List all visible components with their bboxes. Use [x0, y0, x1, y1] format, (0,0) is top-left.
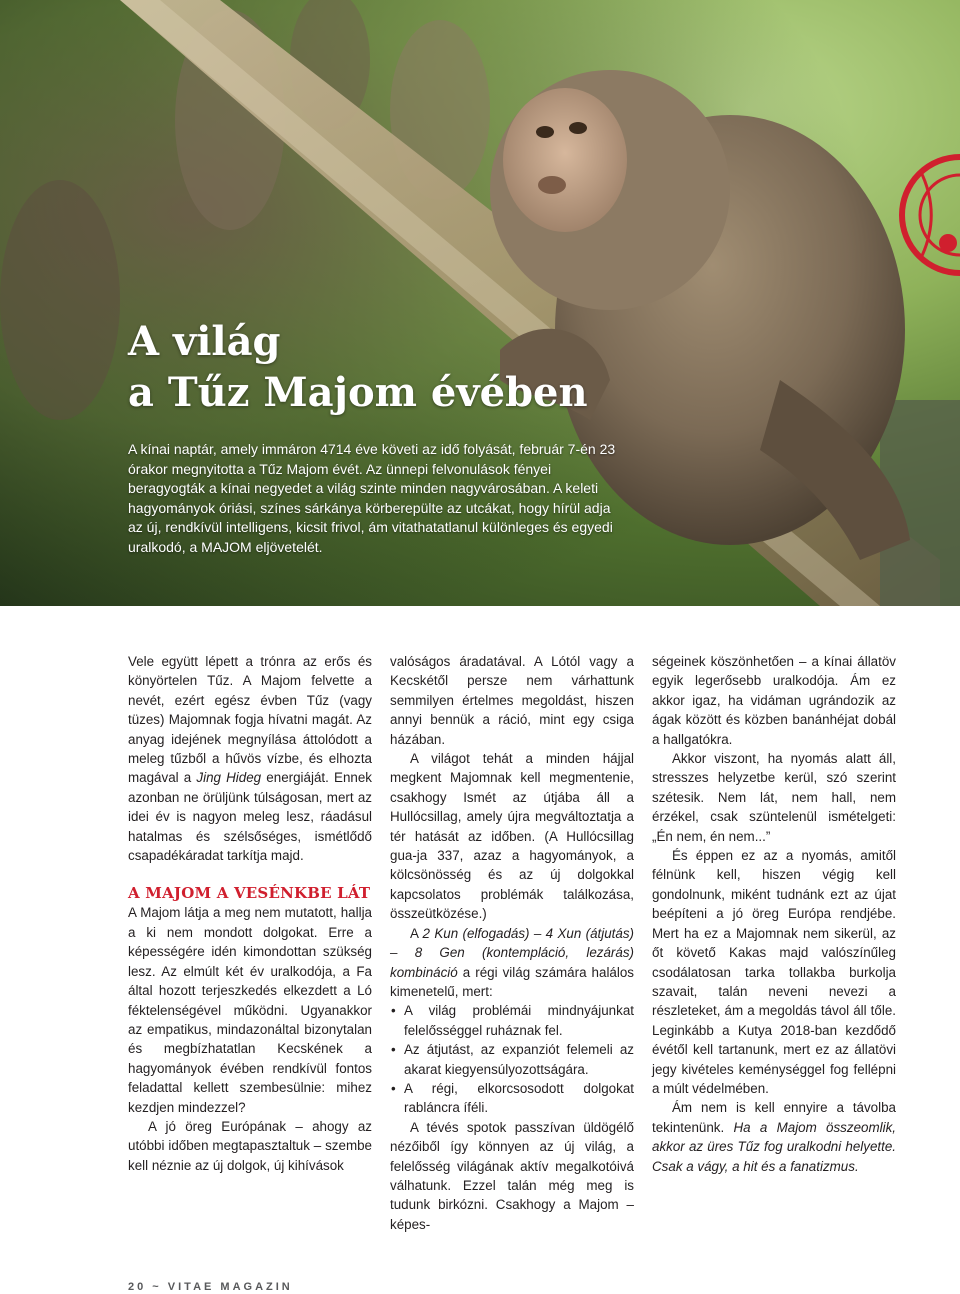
- column-2: [390, 652, 634, 1234]
- title-line-1: A világ: [128, 318, 281, 365]
- col2-paragraph-4: A tévés spotok passzívan üldögélő nézőiből így könnyen az új világ, a felelősség világának aktív megalkotóivá válhatunk. Ezzel talán még meg is tudunk birkózni. Csakhogy a Majom – képes-: [390, 1119, 634, 1232]
- bullet-list: [390, 1001, 634, 1117]
- col3-paragraph-2: Akkor viszont, ha nyomás alatt áll, stresszes helyzetbe kerül, szó szerint szétesik. Nem lát, nem hall, nem érzékel, csak szüntelenül ismételgeti: „Én nem, én nem...”: [652, 751, 896, 844]
- text-span: a régi világ számára halálos kimenetelű, mert:: [390, 964, 634, 999]
- article-title: [128, 316, 588, 418]
- page-footer: 20 ~ VITAE MAGAZIN: [128, 1281, 293, 1293]
- text-span: energiáját. Ennek azonban ne örüljünk túlságosan, mert az idei év is nagyon meleg lesz, ráadásul hatalmas és szélsőséges, ismétlődő csapadékáradat tarkítja majd.: [128, 770, 372, 864]
- list-item: • A világ problémái mindnyájunkat felelősséggel ruháznak fel.: [390, 1001, 634, 1040]
- col3-paragraph-4: [652, 1098, 896, 1176]
- text-span: Ám nem is kell ennyire a távolba tekintenünk.: [652, 1100, 896, 1135]
- col1-paragraph-1: [128, 652, 372, 865]
- text-span: A: [410, 925, 423, 941]
- list-item: • A régi, elkorcsosodott dolgokat rabláncra íféli.: [390, 1079, 634, 1118]
- column-1: [128, 652, 372, 1175]
- column-3: [652, 652, 896, 1176]
- subheading: A MAJOM A VESÉNKBE LÁT: [128, 884, 371, 903]
- col3-paragraph-1: ségeinek köszönhetően – a kínai állatöv egyik legerősebb uralkodója. Ám ez akkor igaz, ha vidáman ugrándozik az ágak között és közben banánhéjat dobál a hallgatókra.: [652, 654, 896, 747]
- lead-paragraph: A kínai naptár, amely immáron 4714 éve követi az idő folyását, február 7-én 23 órakor megnyitotta a Tűz Majom évét. Az ünnepi felvonulások fényei beragyogták a kínai negyedet a világ szinte minden nagyvárosában. A keleti hagyományok óriási, színes sárkánya körberepülte az utcákat, hogy hírül adja az új, rendkívül intelligens, kicsit frivol, ám vitathatatlanul különleges és egyedi uralkodó, a MAJOM eljövetelét.: [128, 441, 616, 555]
- italic-span: Jing Hideg: [196, 770, 262, 786]
- italic-span: Ha a Majom összeomlik, akkor az üres Tűz fog uralkodni helyette. Csak a vágy, a hit és a fanatizmus.: [652, 1119, 896, 1174]
- col2-paragraph-1: valóságos áradatával. A Lótól vagy a Kecskétől persze nem várhattunk semmilyen értelmes megoldást, hiszen annyi bennük a ráció, mint egy csiga házában.: [390, 654, 634, 747]
- col2-paragraph-2: A világot tehát a minden hájjal megkent Majomnak kell megmentenie, csakhogy Ismét az útjába áll a Hullócsillag, amely újra megváltoztatja a tér hatását az időben. (A Hullócsillag gua-ja 337, azaz a hagyományok, a kölcsönösség és az új dolgokkal kapcsolatos problémák találkozása, összeütközése.): [390, 751, 634, 922]
- title-line-2: a Tűz Majom évében: [128, 369, 588, 416]
- col2-paragraph-3: [390, 924, 634, 1002]
- col1-paragraph-2: A Majom látja a meg nem mutatott, hallja a ki nem mondott dolgokat. Erre a képességére idén kimondottan szükség lesz. Az elmúlt két év uralkodója, a Fa által hozott terjeszkedés elkezdett a Ló féktelenségével működni. Ugyanakkor az empatikus, mindazonáltal bizonytalan és megbízhatatlan Kecskének a hagyományok évében rendkívül fontos feladattal kellett szembesülnie: mihez kezdjen mindezzel?: [128, 905, 372, 1115]
- col1-paragraph-3: A jó öreg Európának – ahogy az utóbbi időben megtapasztaltuk – szembe kell néznie az új dolgok, új kihívások: [128, 1118, 372, 1173]
- italic-span: 2 Kun (elfogadás) – 4 Xun (átjutás) – 8 Gen (kontempláció, lezárás) kombináció: [390, 925, 634, 980]
- col3-paragraph-3: És éppen ez az a nyomás, amitől félnünk kell, hiszen végig kell gondolnunk, miként tudnánk ezt az újat beépíteni a jó öreg Európa rendjébe. Mert ha ez a Majomnak nem sikerül, az őt követő Kakas majd valószínűleg csodálatosan tarka tollakba burkolja szavait, talán neveni nevezi a részleteket, ám a megoldás távol áll tőle. Leginkább a Kutya 2018-ban kezdődő évétől kell tartanunk, mert ez az állatövi jegy kivételes keménységgel fog fellépni a múlt védelmében.: [652, 848, 896, 1096]
- text-span: Vele együtt lépett a trónra az erős és könyörtelen Tűz. A Majom felvette a nevét, ezért egész évben Tűz (vagy tüzes) Majomnak fogja hívatni magát. Az anyag idejének megnyílása áttolódott a meleg tűzből a hűvös vízbe, és elhozta magával a: [128, 654, 372, 786]
- list-item: • Az átjutást, az expanziót felemeli az akarat kiegyensúlyozottságára.: [390, 1040, 634, 1079]
